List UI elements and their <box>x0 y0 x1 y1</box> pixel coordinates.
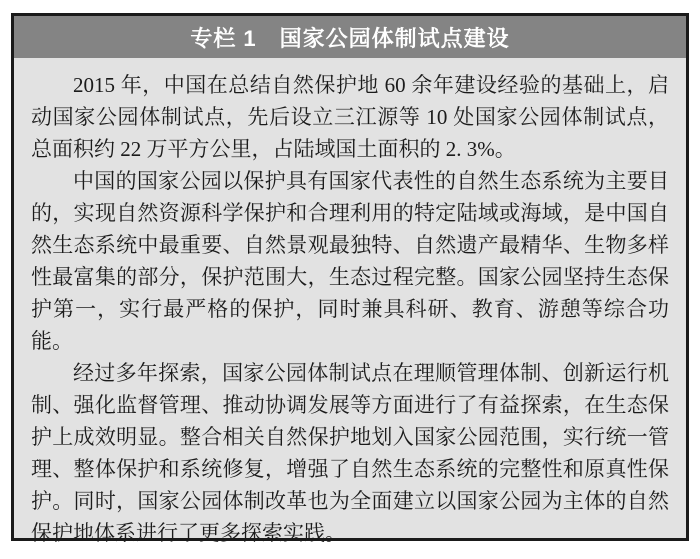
paragraph-3: 经过多年探索，国家公园体制试点在理顺管理体制、创新运行机制、强化监督管理、推动协调发展等方面进行了有益探索，在生态保护上成效明显。整合相关自然保护地划入国家公园范围，实行统一管理、整体保护和系统修复，增强了自然生态系统的完整性和原真性保护。同时，国家公园体制改革也为全面建立以国家公园为主体的自然保护地体系进行了更多探索实践。 <box>31 361 669 545</box>
column-box-body <box>14 58 686 559</box>
paragraph-2: 中国的国家公园以保护具有国家代表性的自然生态系统为主要目的，实现自然资源科学保护和合理利用的特定陆域或海域，是中国自然生态系统中最重要、自然景观最独特、自然遗产最精华、生物多样性最富集的部分，保护范围大，生态过程完整。国家公园坚持生态保护第一，实行最严格的保护，同时兼具科研、教育、游憩等综合功能。 <box>31 169 669 353</box>
column-box-title: 专栏 1 国家公园体制试点建设 <box>190 25 510 51</box>
column-box-header <box>14 16 686 58</box>
column-box <box>11 13 689 545</box>
paragraph-1: 2015 年，中国在总结自然保护地 60 余年建设经验的基础上，启动国家公园体制试点，先后设立三江源等 10 处国家公园体制试点，总面积约 22 万平方公里，占陆域国土面积的 2. 3%。 <box>31 73 669 161</box>
